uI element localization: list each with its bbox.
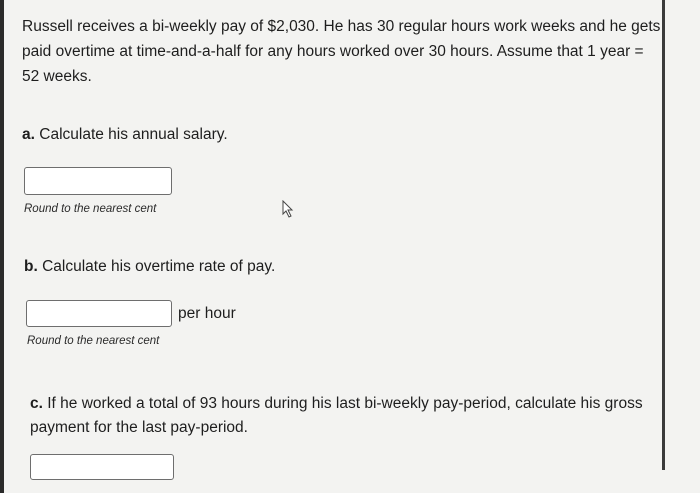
annual-salary-input[interactable] bbox=[24, 167, 172, 195]
question-b-letter: b. bbox=[24, 258, 38, 275]
question-a bbox=[22, 126, 228, 144]
question-c bbox=[30, 392, 650, 440]
question-a-hint: Round to the nearest cent bbox=[24, 203, 157, 215]
screen-edge-left bbox=[0, 0, 4, 493]
question-c-text: If he worked a total of 93 hours during his last bi-weekly pay-period, calculate his gross payment for the last pay-period. bbox=[30, 395, 643, 436]
question-b bbox=[24, 258, 275, 276]
gross-payment-input[interactable] bbox=[30, 454, 174, 480]
question-a-text: Calculate his annual salary. bbox=[39, 126, 228, 143]
mouse-pointer-icon bbox=[281, 200, 295, 218]
question-c-letter: c. bbox=[30, 395, 43, 412]
scrollbar[interactable] bbox=[662, 0, 665, 470]
question-b-text: Calculate his overtime rate of pay. bbox=[42, 258, 276, 275]
problem-statement: Russell receives a bi-weekly pay of $2,030. He has 30 regular hours work weeks and he gets paid overtime at time-and-a-half for any hours worked over 30 hours. Assume that 1 year = 52 weeks. bbox=[22, 18, 661, 85]
question-b-hint: Round to the nearest cent bbox=[27, 335, 160, 347]
overtime-rate-input[interactable] bbox=[26, 300, 172, 327]
question-a-letter: a. bbox=[22, 126, 35, 143]
per-hour-label: per hour bbox=[178, 305, 236, 322]
